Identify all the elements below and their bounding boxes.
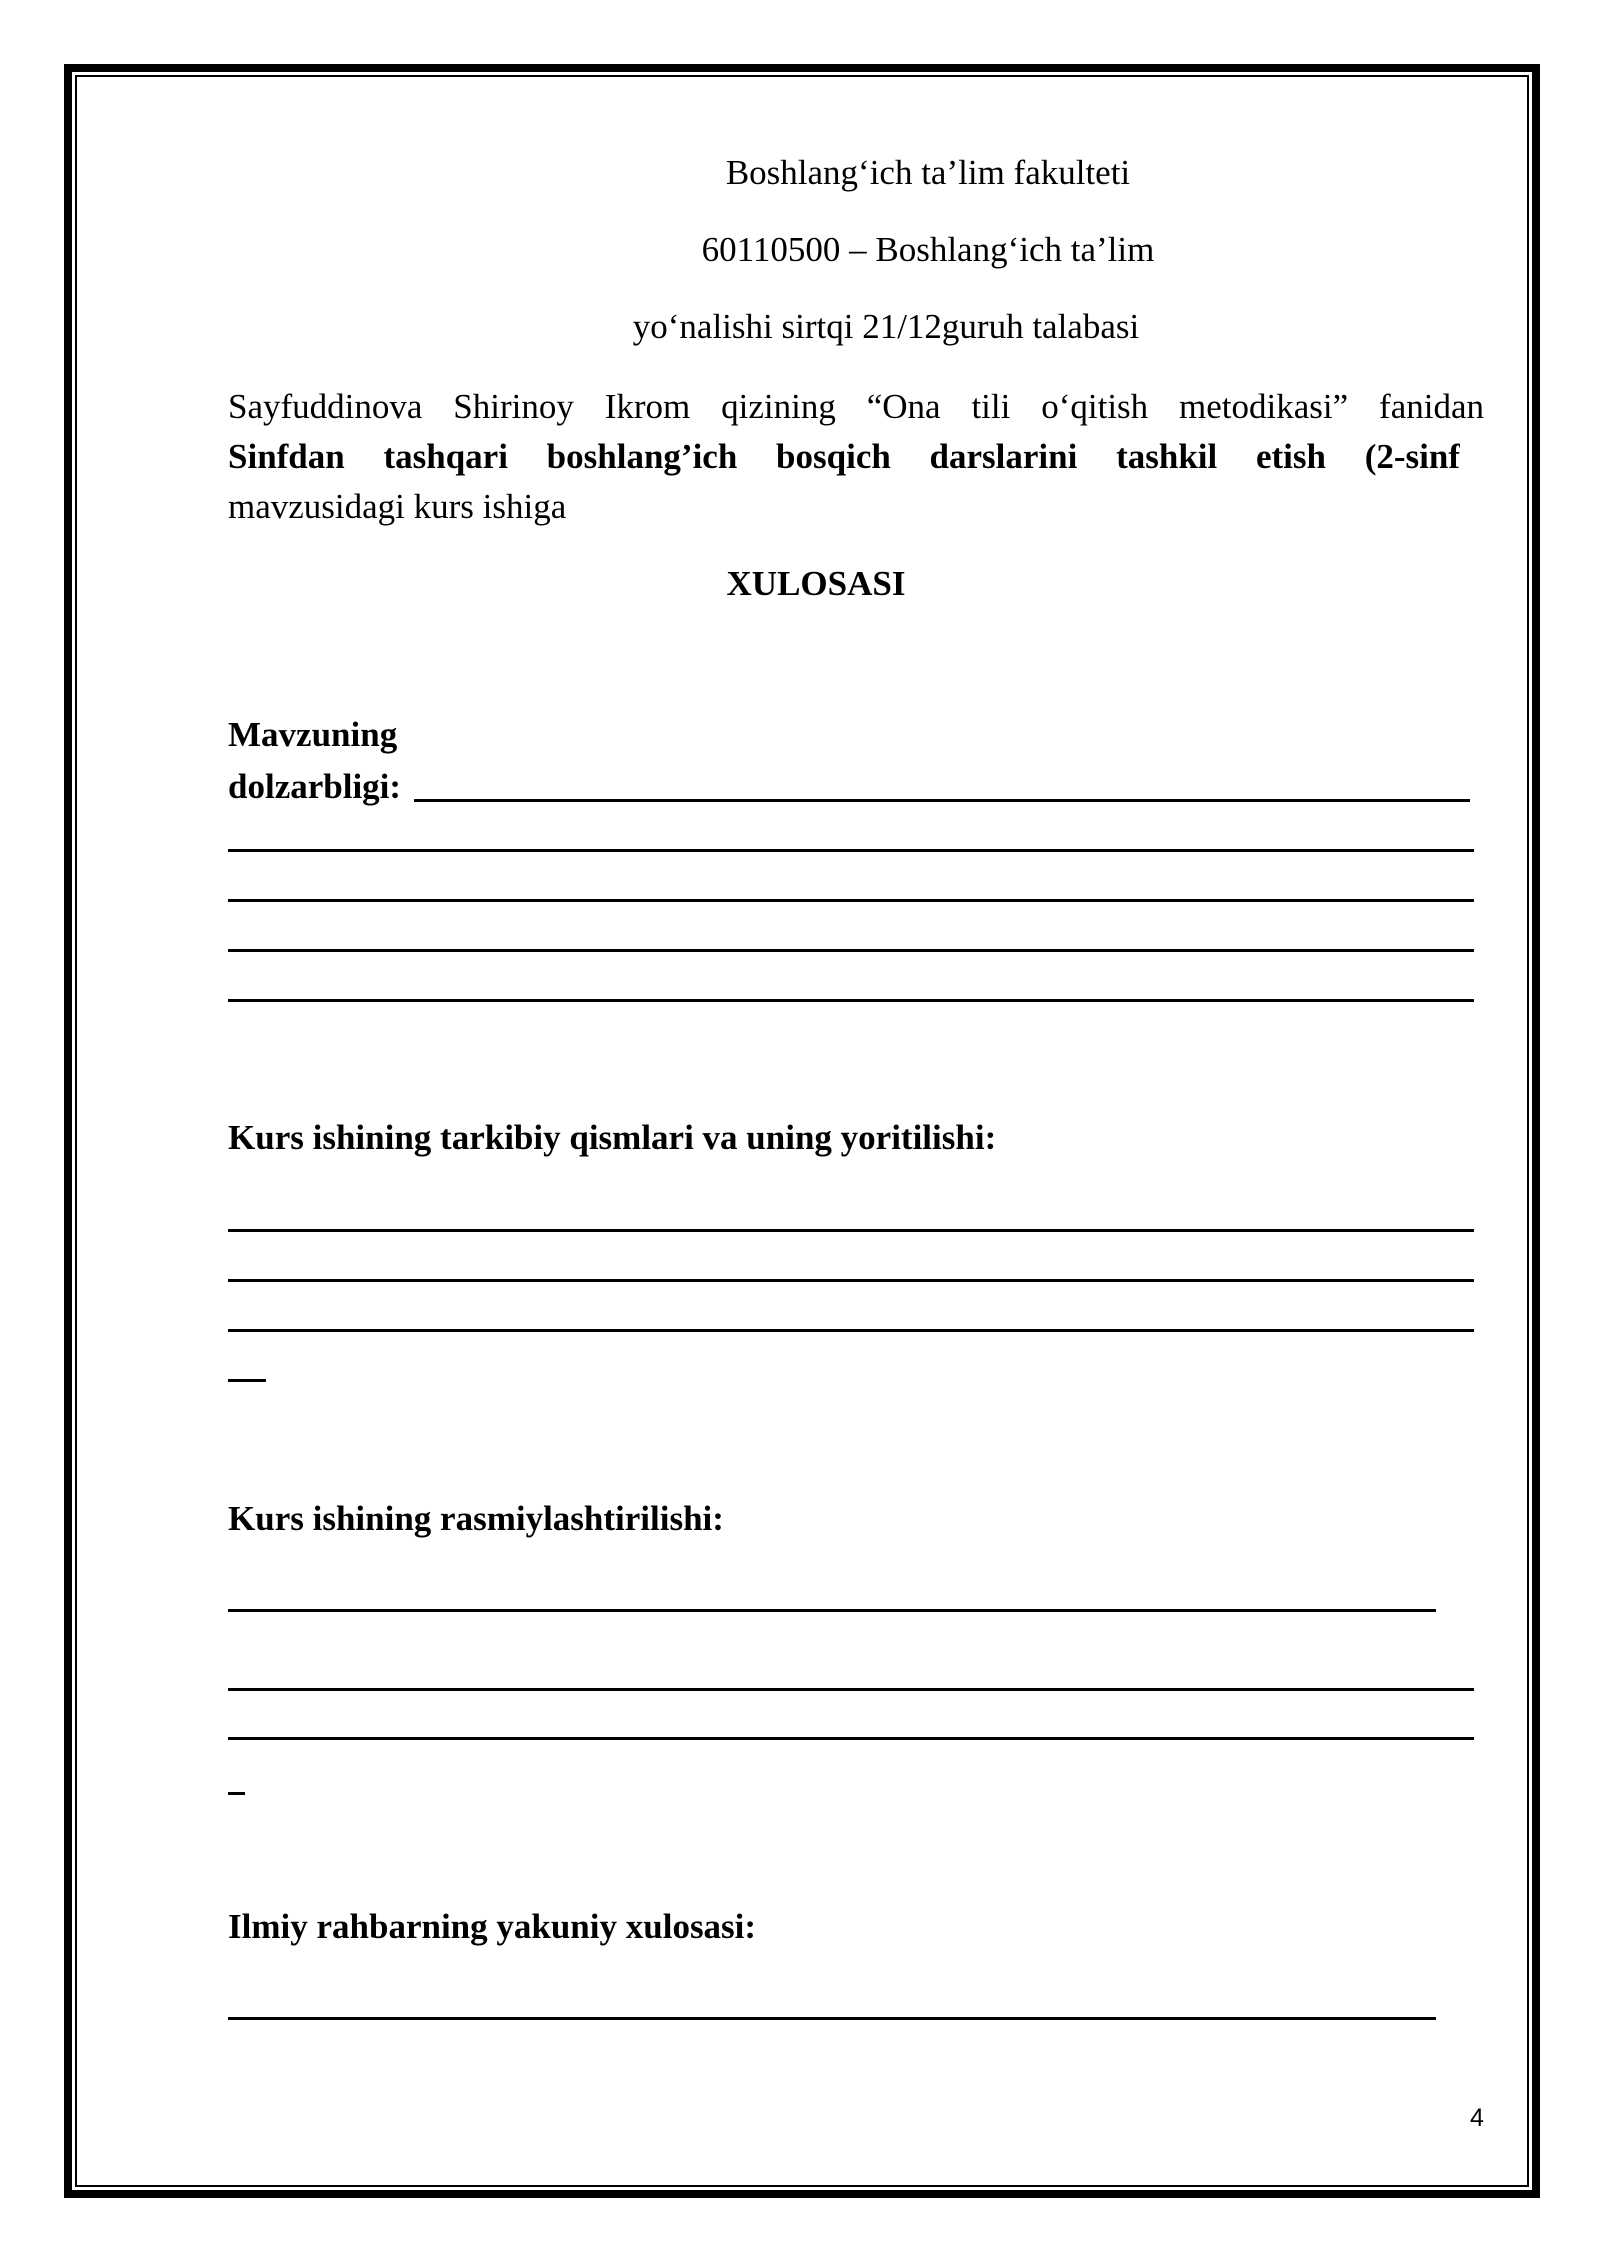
relevance-label-line1: Mavzuning — [228, 715, 398, 754]
relevance-answer-line — [228, 949, 1474, 952]
structure-answer-line — [228, 1279, 1474, 1282]
group-info: yo‘nalishi sirtqi 21/12guruh talabasi — [632, 307, 1140, 346]
supervisor-label: Ilmiy rahbarning yakuniy xulosasi: — [228, 1907, 757, 1946]
relevance-answer-line — [228, 899, 1474, 902]
formatting-answer-line — [228, 1609, 1436, 1612]
structure-answer-line — [228, 1329, 1474, 1332]
document-title: XULOSASI — [726, 564, 906, 603]
formatting-label: Kurs ishining rasmiylashtirilishi: — [228, 1499, 724, 1538]
formatting-answer-line — [228, 1792, 245, 1795]
intro-line-1: Sayfuddinova Shirinoy Ikrom qizining “Ona tili o‘qitish metodikasi” fanidan — [228, 387, 1484, 426]
relevance-answer-line — [228, 849, 1474, 852]
relevance-label-line2: dolzarbligi: — [228, 767, 402, 806]
structure-answer-line — [228, 1379, 266, 1382]
faculty-name: Boshlang‘ich ta’lim fakulteti — [725, 153, 1131, 192]
topic-title: Sinfdan tashqari boshlang’ich bosqich darslarini tashkil etish (2-sinf — [228, 437, 1460, 476]
program-code: 60110500 – Boshlang‘ich ta’lim — [701, 230, 1155, 269]
supervisor-answer-line — [228, 2017, 1436, 2020]
structure-label: Kurs ishining tarkibiy qismlari va uning yoritilishi: — [228, 1118, 997, 1157]
relevance-answer-line — [228, 999, 1474, 1002]
structure-answer-line — [228, 1229, 1474, 1232]
relevance-answer-line — [414, 799, 1470, 802]
formatting-answer-line — [228, 1688, 1474, 1691]
intro-paragraph — [228, 382, 1484, 532]
intro-line-3: mavzusidagi kurs ishiga — [228, 487, 567, 526]
page-number: 4 — [1470, 2104, 1484, 2132]
formatting-answer-line — [228, 1737, 1474, 1740]
